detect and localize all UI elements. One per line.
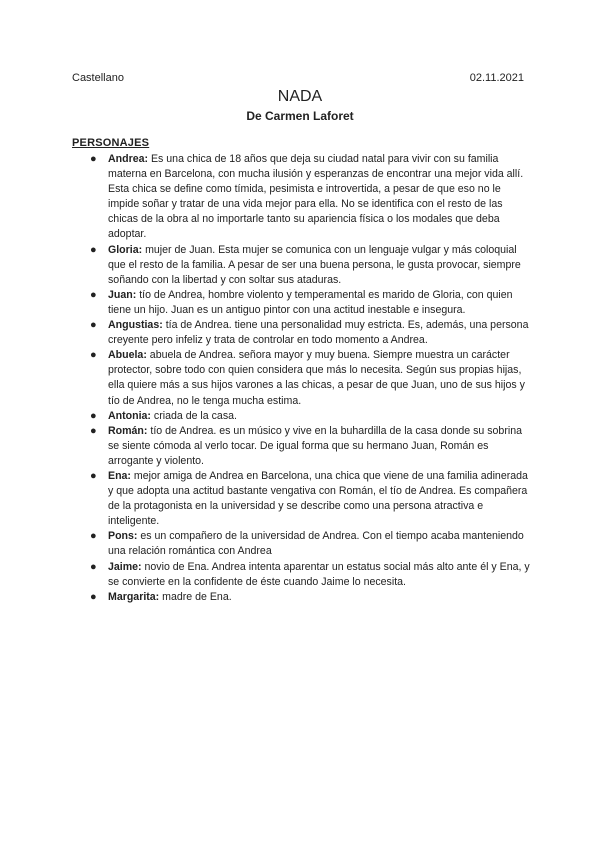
document-title: NADA [277,88,323,105]
character-name: Juan: [108,288,137,301]
list-item [90,318,530,348]
section-heading: PERSONAJES [72,137,150,149]
character-description: Es una chica de 18 años que deja su ciudad natal para vivir con su familia materna en Barcelona, con mucha ilusión y esperanzas de encontrar una mejor vida allí. Esta chica se define como tímida, pesimista e introvertida, a pesar de que eso no le impide soñar y tratar de una vida mejor para ella. No se identifica con el resto de las chicas de la obra al no importarle tanto su apariencia física o los modales que deba adoptar. [108,153,524,241]
character-description: mejor amiga de Andrea en Barcelona, una chica que viene de una familia adinerada y que adopta una actitud bastante vengativa con Román, el tío de Andrea. Es compañera de la protagonista en la universidad y se describe como una persona atractiva e inteligente. [108,469,528,528]
character-description: tío de Andrea. es un músico y vive en la buhardilla de la casa donde su sobrina se siente cómoda al verlo tocar. De igual forma que su hermano Juan, Román es arrogante y violento. [108,424,522,467]
character-name: Antonia: [108,409,151,422]
header-date: 02.11.2021 [469,72,524,84]
header-subject: Castellano [72,72,124,84]
document-subtitle: De Carmen Laforet [246,109,354,123]
list-item [90,529,530,559]
list-item [90,348,530,408]
character-name: Gloria: [108,243,143,256]
list-item [90,424,530,469]
character-description: madre de Ena. [159,590,232,603]
character-description: tío de Andrea, hombre violento y temperamental es marido de Gloria, con quien tiene un hijo. Juan es un antiguo pintor con una actitud inestable e insegura. [108,288,513,316]
character-name: Angustias: [108,319,163,332]
character-name: Jaime: [108,560,142,573]
list-item [90,152,530,243]
character-name: Pons: [108,530,138,543]
list-item [90,469,530,529]
list-item [90,560,530,590]
character-description: tía de Andrea. tiene una personalidad muy estricta. Es, además, una persona creyente pero infeliz y trata de controlar en todo momento a Andrea. [108,319,529,347]
bullet-icon: ● [90,288,97,301]
bullet-icon: ● [90,424,97,437]
character-description: criada de la casa. [150,409,237,422]
list-item [90,243,530,288]
character-name: Ena: [108,469,131,482]
bullet-icon: ● [90,590,97,603]
bullet-icon: ● [90,530,97,543]
character-list [90,152,530,605]
character-description: novio de Ena. Andrea intenta aparentar un estatus social más alto ante él y Ena, y se convierte en la confidente de éste cuando Jaime lo necesita. [108,560,530,588]
character-description: abuela de Andrea. señora mayor y muy buena. Siempre muestra un carácter protector, sobre todo con quien considera que más lo necesita. Según sus propias hijas, ella quiere más a sus hijos varones a las chicas, a pesar de que Juan, uno de sus hijos y tío de Andrea, no le tenga mucha estima. [108,349,525,407]
bullet-icon: ● [90,469,97,482]
character-name: Román: [108,424,148,437]
character-name: Andrea: [108,153,149,165]
list-item [90,409,530,424]
bullet-icon: ● [90,409,97,422]
bullet-icon: ● [90,319,97,332]
bullet-icon: ● [90,243,97,256]
bullet-icon: ● [90,560,97,573]
character-name: Abuela: [108,349,147,362]
bullet-icon: ● [90,153,97,165]
character-description: mujer de Juan. Esta mujer se comunica con un lenguaje vulgar y más coloquial que el resto de la familia. A pesar de ser una buena persona, le gusta provocar, siempre soñando con la libertad y con soltar sus ataduras. [108,243,521,286]
list-item [90,288,530,318]
character-name: Margarita: [108,590,160,603]
character-description: es un compañero de la universidad de Andrea. Con el tiempo acaba manteniendo una relación romántica con Andrea [108,530,524,558]
bullet-icon: ● [90,349,97,362]
list-item [90,590,530,605]
